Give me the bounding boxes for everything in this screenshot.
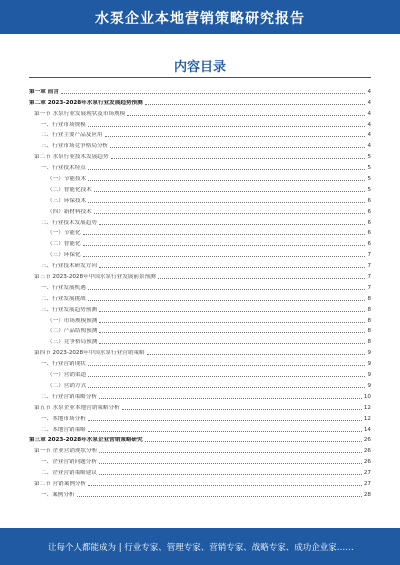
toc-leader-dots bbox=[99, 332, 365, 333]
toc-entry-title: 一、本地市场分析 bbox=[41, 415, 86, 422]
toc-entry-page: 26 bbox=[363, 459, 371, 466]
toc-entry[interactable] bbox=[29, 117, 371, 128]
toc-leader-dots bbox=[99, 463, 362, 464]
toc-entry[interactable] bbox=[29, 171, 371, 182]
toc-entry-title: 第三章 2023-2028年水泵企业营销策略研究 bbox=[29, 437, 143, 444]
toc-entry[interactable] bbox=[29, 378, 371, 389]
toc-entry[interactable] bbox=[29, 345, 371, 356]
toc-leader-dots bbox=[94, 213, 366, 214]
toc-entry-title: 一、行业市场规模 bbox=[41, 121, 86, 128]
toc-leader-dots bbox=[99, 452, 362, 453]
toc-entry-page: 12 bbox=[363, 404, 371, 411]
toc-entry-title: （三）竞争格局预测 bbox=[47, 339, 98, 346]
toc-leader-dots bbox=[88, 202, 365, 203]
toc-entry-title: （一）市场规模预测 bbox=[47, 317, 98, 324]
toc-entry[interactable] bbox=[29, 324, 371, 335]
toc-entry[interactable] bbox=[29, 356, 371, 367]
toc-entry-page: 4 bbox=[367, 99, 371, 106]
toc-entry-title: （三）环保技术 bbox=[47, 197, 87, 204]
toc-entry-page: 4 bbox=[367, 88, 371, 95]
toc-entry[interactable] bbox=[29, 433, 371, 444]
toc-entry-title: （二）智能化技术 bbox=[47, 186, 92, 193]
toc-entry-page: 27 bbox=[363, 480, 371, 487]
toc-entry-page: 8 bbox=[367, 295, 371, 302]
report-title: 水泵企业本地营销策略研究报告 bbox=[95, 11, 305, 27]
toc-entry-title: （一）营销渠道 bbox=[47, 372, 87, 379]
toc-entry-page: 7 bbox=[367, 284, 371, 291]
toc-entry[interactable] bbox=[29, 247, 371, 258]
toc-leader-dots bbox=[99, 224, 365, 225]
toc-entry-title: 三、行业技术研发方向 bbox=[41, 263, 97, 270]
toc-leader-dots bbox=[88, 387, 365, 388]
toc-entry-title: 一、行业技术特点 bbox=[41, 165, 86, 172]
toc-entry-title: 二、行业主要产品及应用 bbox=[41, 132, 103, 139]
toc-entry-page: 6 bbox=[367, 241, 371, 248]
toc-entry[interactable] bbox=[29, 215, 371, 226]
toc-entry-title: 二、行业发展挑战 bbox=[41, 295, 86, 302]
toc-entry-title: （二）营销方式 bbox=[47, 382, 87, 389]
footer-slogan: 让每个人都能成为 bbox=[48, 543, 117, 553]
toc-entry-page: 5 bbox=[367, 186, 371, 193]
toc-entry-page: 9 bbox=[367, 372, 371, 379]
toc-leader-dots bbox=[99, 474, 362, 475]
toc-entry[interactable] bbox=[29, 95, 371, 106]
toc-entry-title: （一）节能化 bbox=[47, 230, 81, 237]
toc-entry[interactable] bbox=[29, 476, 371, 487]
toc-entry-page: 6 bbox=[367, 230, 371, 237]
toc-heading: 内容目录 bbox=[173, 60, 226, 75]
toc-entry[interactable] bbox=[29, 280, 371, 291]
toc-entry[interactable] bbox=[29, 258, 371, 269]
toc-entry[interactable] bbox=[29, 487, 371, 498]
toc-leader-dots bbox=[147, 354, 366, 355]
toc-leader-dots bbox=[99, 267, 365, 268]
toc-entry[interactable] bbox=[29, 236, 371, 247]
toc-leader-dots bbox=[77, 496, 362, 497]
toc-entry-title: （二）智能化 bbox=[47, 241, 81, 248]
toc-leader-dots bbox=[83, 245, 366, 246]
toc-entry-title: 第一章 前言 bbox=[29, 88, 59, 95]
toc-leader-dots bbox=[94, 191, 366, 192]
toc-entry-page: 4 bbox=[367, 132, 371, 139]
toc-entry[interactable] bbox=[29, 84, 371, 95]
toc-entry-page: 5 bbox=[367, 165, 371, 172]
table-of-contents bbox=[29, 84, 371, 498]
toc-leader-dots bbox=[88, 365, 366, 366]
toc-entry-title: 二、行业营销策略分析 bbox=[41, 393, 97, 400]
toc-entry[interactable] bbox=[29, 454, 371, 465]
toc-leader-dots bbox=[83, 256, 366, 257]
toc-leader-dots bbox=[88, 180, 365, 181]
toc-entry-page: 4 bbox=[367, 121, 371, 128]
toc-leader-dots bbox=[88, 300, 366, 301]
toc-leader-dots bbox=[88, 169, 366, 170]
toc-entry[interactable] bbox=[29, 302, 371, 313]
toc-leader-dots bbox=[127, 115, 365, 116]
toc-entry-title: （四）新材料技术 bbox=[47, 208, 92, 215]
toc-entry[interactable] bbox=[29, 226, 371, 237]
toc-entry-page: 12 bbox=[363, 415, 371, 422]
footer-bar bbox=[0, 528, 400, 565]
toc-entry-page: 14 bbox=[363, 426, 371, 433]
toc-entry-page: 26 bbox=[363, 448, 371, 455]
toc-entry[interactable] bbox=[29, 334, 371, 345]
toc-entry-page: 8 bbox=[367, 339, 371, 346]
toc-entry-title: 第一节 企业营销现状分析 bbox=[34, 448, 98, 455]
toc-entry-page: 7 bbox=[367, 263, 371, 270]
toc-entry-title: 第五节 水泵企业本地营销策略分析 bbox=[34, 404, 120, 411]
toc-entry-page: 27 bbox=[363, 470, 371, 477]
toc-entry-page: 5 bbox=[367, 176, 371, 183]
toc-entry[interactable] bbox=[29, 149, 371, 160]
report-header-bar bbox=[0, 0, 400, 34]
toc-entry-page: 26 bbox=[363, 437, 371, 444]
toc-entry[interactable] bbox=[29, 313, 371, 324]
toc-entry[interactable] bbox=[29, 422, 371, 433]
toc-leader-dots bbox=[145, 104, 366, 105]
toc-entry-title: （三）环保化 bbox=[47, 252, 81, 259]
toc-leader-dots bbox=[122, 409, 362, 410]
toc-entry-title: 一、案例分析 bbox=[41, 491, 75, 498]
toc-leader-dots bbox=[99, 343, 365, 344]
toc-entry-title: （二）产品结构预测 bbox=[47, 328, 98, 335]
toc-entry[interactable] bbox=[29, 128, 371, 139]
toc-entry-title: 三、行业发展趋势预测 bbox=[41, 306, 97, 313]
toc-leader-dots bbox=[88, 376, 365, 377]
toc-leader-dots bbox=[99, 398, 362, 399]
toc-leader-dots bbox=[105, 136, 366, 137]
toc-entry-page: 28 bbox=[363, 491, 371, 498]
toc-leader-dots bbox=[99, 311, 365, 312]
toc-leader-dots bbox=[88, 431, 362, 432]
toc-entry-title: 二、本地营销策略 bbox=[41, 426, 86, 433]
toc-entry-page: 8 bbox=[367, 317, 371, 324]
toc-entry-page: 7 bbox=[367, 274, 371, 281]
toc-entry[interactable] bbox=[29, 138, 371, 149]
toc-entry[interactable] bbox=[29, 193, 371, 204]
toc-entry-title: 第一节 水泵行业发展现状及市场规模 bbox=[34, 110, 126, 117]
toc-entry-page: 6 bbox=[367, 208, 371, 215]
toc-entry[interactable] bbox=[29, 269, 371, 280]
toc-entry-page: 8 bbox=[367, 328, 371, 335]
toc-entry-title: 第二节 水泵行业技术发展趋势 bbox=[34, 154, 109, 161]
heading-divider bbox=[29, 77, 371, 78]
toc-entry-title: 一、行业营销现状 bbox=[41, 361, 86, 368]
toc-entry[interactable] bbox=[29, 465, 371, 476]
toc-leader-dots bbox=[88, 126, 366, 127]
toc-entry-page: 8 bbox=[367, 306, 371, 313]
toc-leader-dots bbox=[145, 441, 362, 442]
toc-entry-page: 6 bbox=[367, 197, 371, 204]
footer-separator: | bbox=[118, 543, 122, 553]
footer-roles: 行业专家、管理专家、营销专家、战略专家、成功企业家…… bbox=[124, 543, 354, 553]
toc-entry[interactable] bbox=[29, 443, 371, 454]
toc-leader-dots bbox=[110, 147, 365, 148]
toc-leader-dots bbox=[111, 158, 366, 159]
toc-entry-title: 第二章 2023-2028年水泵行业发展趋势预测 bbox=[29, 99, 143, 106]
toc-leader-dots bbox=[83, 234, 366, 235]
toc-entry-page: 9 bbox=[367, 361, 371, 368]
toc-entry[interactable] bbox=[29, 291, 371, 302]
toc-entry-title: 一、企业营销问题分析 bbox=[41, 459, 97, 466]
toc-entry-title: 一、行业发展机遇 bbox=[41, 284, 86, 291]
toc-entry-title: 二、企业营销策略建议 bbox=[41, 470, 97, 477]
toc-entry-page: 7 bbox=[367, 252, 371, 259]
toc-entry-title: 二、行业技术发展趋势 bbox=[41, 219, 97, 226]
toc-entry-title: 第四节 2023-2028年中国水泵行业营销策略 bbox=[34, 350, 145, 357]
toc-entry-title: 第三节 2023-2028年中国水泵行业发展前景预测 bbox=[34, 274, 156, 281]
toc-entry[interactable] bbox=[29, 411, 371, 422]
toc-entry-title: （一）节能技术 bbox=[47, 176, 87, 183]
toc-leader-dots bbox=[88, 289, 366, 290]
toc-entry-page: 4 bbox=[367, 143, 371, 150]
toc-entry[interactable] bbox=[29, 160, 371, 171]
toc-entry[interactable] bbox=[29, 367, 371, 378]
toc-entry[interactable] bbox=[29, 204, 371, 215]
toc-entry-page: 9 bbox=[367, 382, 371, 389]
toc-entry-title: 第二节 营销案例分析 bbox=[34, 480, 87, 487]
toc-leader-dots bbox=[99, 322, 365, 323]
toc-leader-dots bbox=[88, 420, 362, 421]
toc-entry-page: 6 bbox=[367, 219, 371, 226]
toc-leader-dots bbox=[61, 93, 366, 94]
toc-entry-title: 三、行业市场竞争格局分析 bbox=[41, 143, 109, 150]
toc-entry[interactable] bbox=[29, 400, 371, 411]
toc-entry[interactable] bbox=[29, 389, 371, 400]
toc-entry[interactable] bbox=[29, 106, 371, 117]
toc-entry-page: 9 bbox=[367, 350, 371, 357]
toc-leader-dots bbox=[88, 485, 362, 486]
toc-entry-page: 10 bbox=[363, 393, 371, 400]
toc-entry[interactable] bbox=[29, 182, 371, 193]
toc-leader-dots bbox=[158, 278, 366, 279]
toc-entry-page: 5 bbox=[367, 154, 371, 161]
toc-entry-page: 4 bbox=[367, 110, 371, 117]
footer-slogan-line bbox=[48, 541, 354, 553]
